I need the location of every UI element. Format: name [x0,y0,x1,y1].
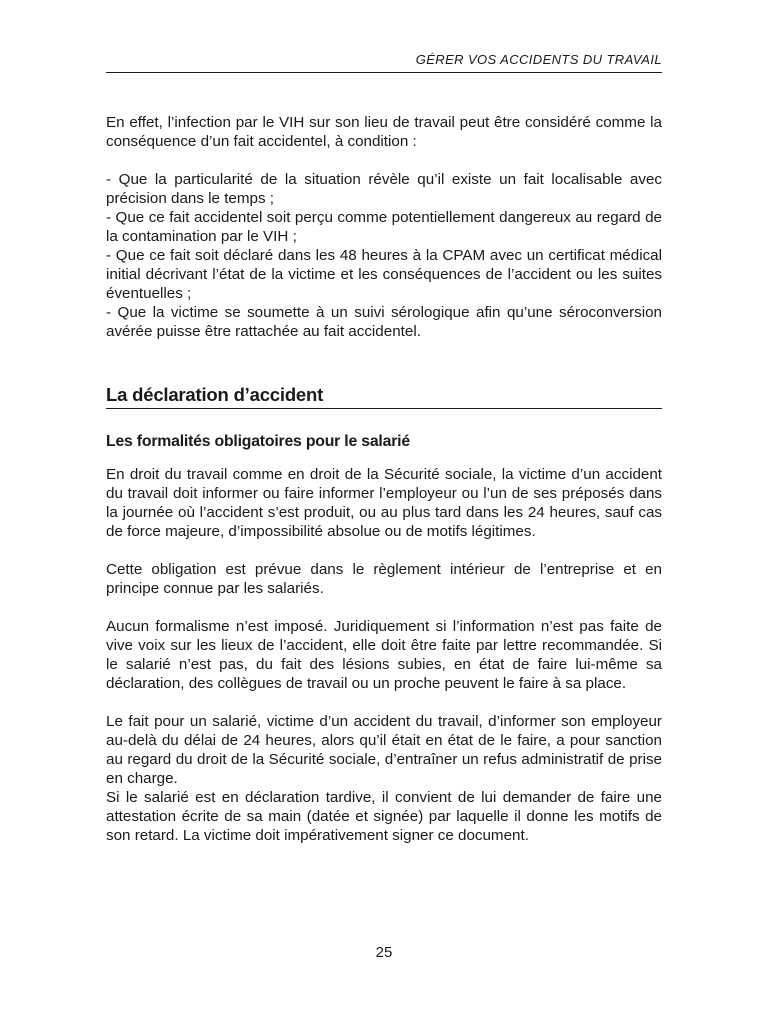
running-header: GÉRER VOS ACCIDENTS DU TRAVAIL [415,52,662,67]
body-paragraph: En droit du travail comme en droit de la Sécurité sociale, la victime d’un accident du travail doit informer ou faire informer l’employeur ou l’un de ses préposés dans la journée où l’accident s’est produit, ou au plus tard dans les 24 heures, sauf cas de force majeure, d’impossibilité absolue ou de motifs légitimes. [106,466,662,540]
intro-paragraph: En effet, l’infection par le VIH sur son lieu de travail peut être considéré comme la conséquence d’un fait accidentel, à condition : [106,114,662,150]
section-title: La déclaration d’accident [106,383,662,409]
conditions-list [106,170,662,341]
header-rule [106,72,662,73]
body-paragraph: Le fait pour un salarié, victime d’un accident du travail, d’informer son employeur au-delà du délai de 24 heures, alors qu’il était en état de le faire, a pour sanction au regard du droit de la Sécurité sociale, d’entraîner un refus administratif de prise en charge. [106,713,662,787]
subsection-title: Les formalités obligatoires pour le salarié [106,433,410,450]
body-paragraph: Cette obligation est prévue dans le règlement intérieur de l’entreprise et en principe connue par les salariés. [106,561,662,597]
body-paragraph: Aucun formalisme n’est imposé. Juridiquement si l’information n’est pas faite de vive voix sur les lieux de l’accident, elle doit être faite par lettre recommandée. Si le salarié n’est pas, du fait des lésions subies, en état de faire lui-même sa déclaration, des collègues de travail ou un proche peuvent le faire à sa place. [106,618,662,692]
list-item: - Que la victime se soumette à un suivi sérologique afin qu’une séroconversion avérée puisse être rattachée au fait accidentel. [106,304,662,340]
page-number: 25 [375,944,393,961]
list-item: - Que ce fait soit déclaré dans les 48 heures à la CPAM avec un certificat médical initial décrivant l’état de la victime et les conséquences de l’accident ou les suites éventuelles ; [106,247,662,302]
body-paragraph: Si le salarié est en déclaration tardive, il convient de lui demander de faire une attestation écrite de sa main (datée et signée) par laquelle il donne les motifs de son retard. La victime doit impérativement signer ce document. [106,789,662,844]
list-item: - Que la particularité de la situation révèle qu’il existe un fait localisable avec précision dans le temps ; [106,171,662,207]
list-item: - Que ce fait accidentel soit perçu comme potentiellement dangereux au regard de la contamination par le VIH ; [106,209,662,245]
page-body [106,113,662,845]
